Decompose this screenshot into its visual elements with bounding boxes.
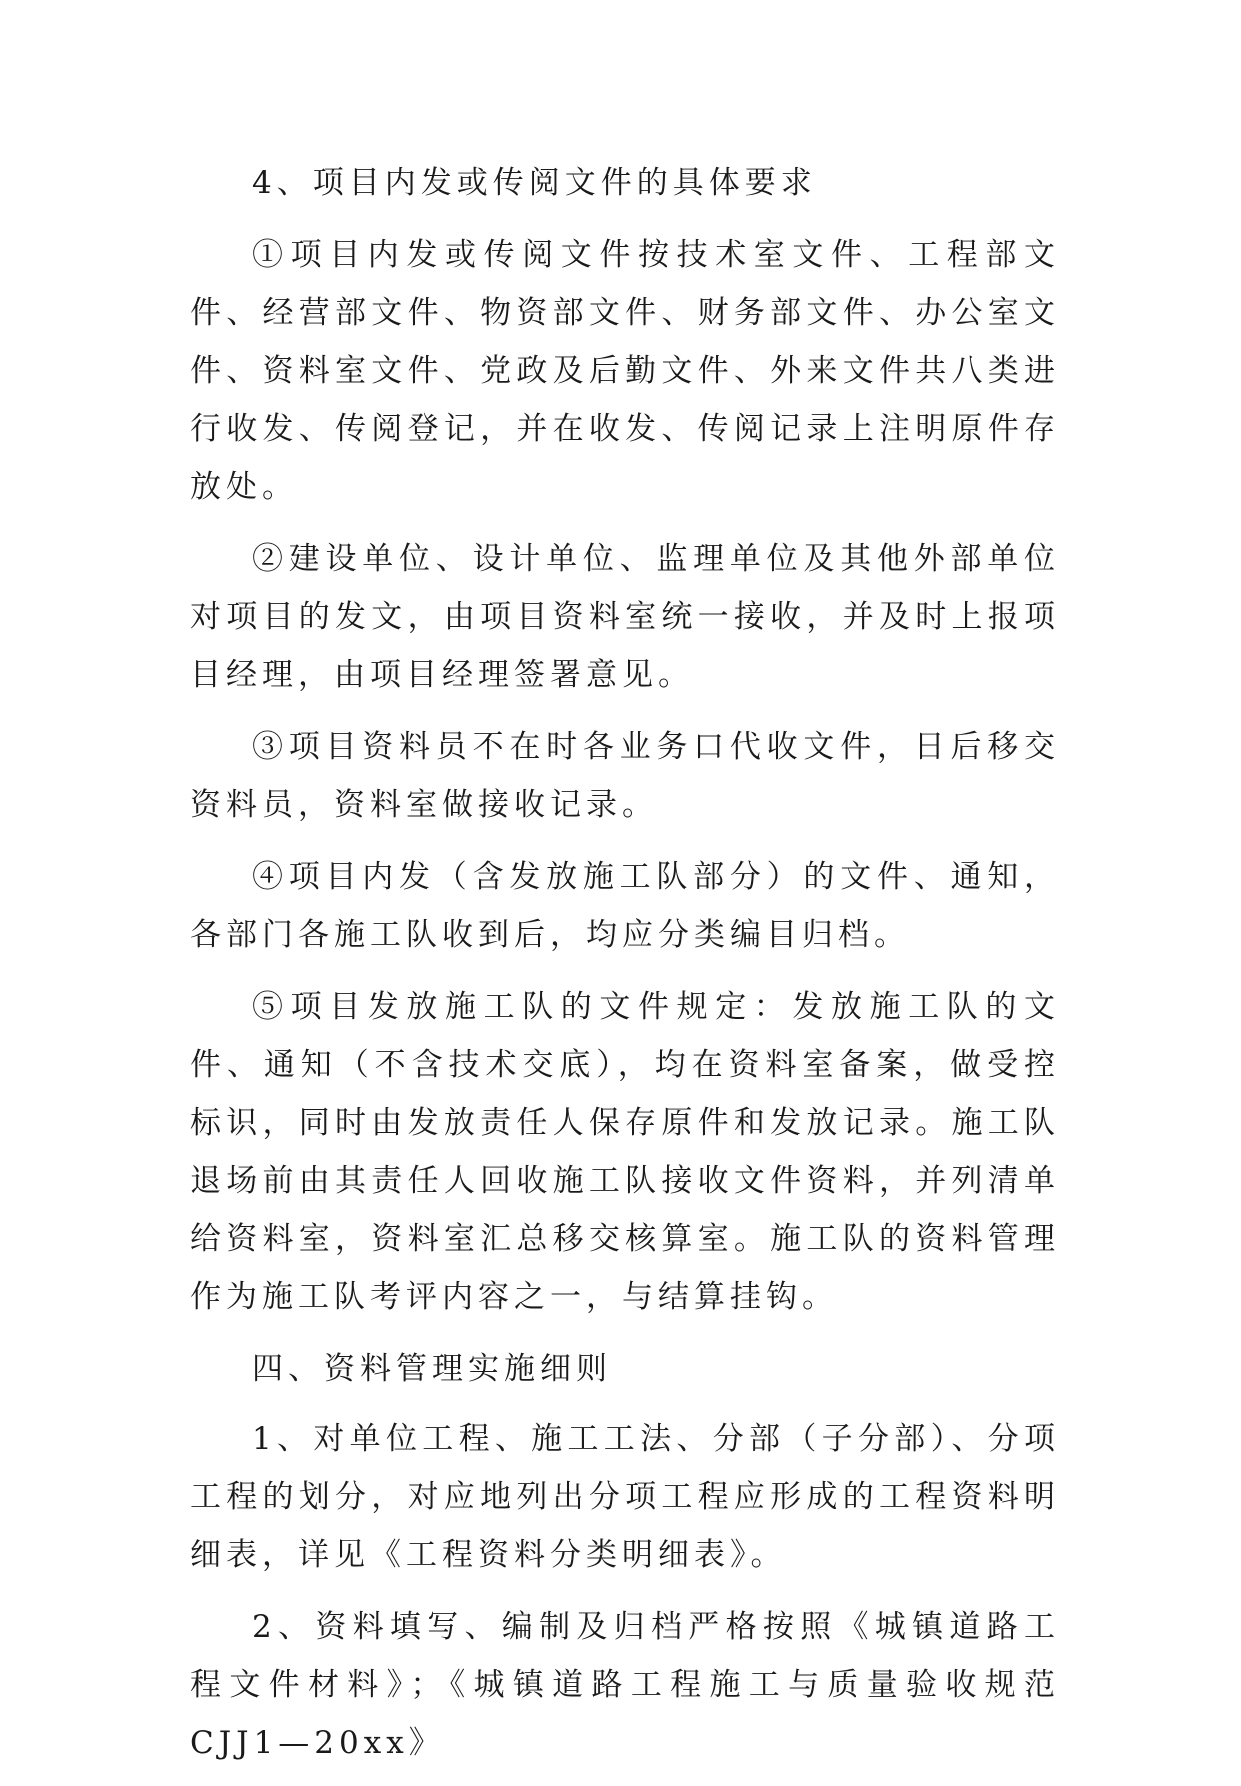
paragraph-detail-1: 1、对单位工程、施工工法、分部（子分部）、分项工程的划分，对应地列出分项工程应形成的工程资料明细表，详见《工程资料分类明细表》。 <box>190 1421 1060 1573</box>
document-body <box>190 154 1060 1786</box>
paragraph-item-2: ②建设单位、设计单位、监理单位及其他外部单位对项目的发文，由项目资料室统一接收，并及时上报项目经理，由项目经理签署意见。 <box>190 541 1060 693</box>
paragraph-detail-2: 2、资料填写、编制及归档严格按照《城镇道路工程文件材料》；《城镇道路工程施工与质量验收规范 CJJ1—20xx》 <box>190 1609 1060 1761</box>
section-heading-4: 四、资料管理实施细则 <box>252 1351 612 1387</box>
section-subheading-4: 4、项目内发或传阅文件的具体要求 <box>252 165 817 201</box>
paragraph-item-1: ①项目内发或传阅文件按技术室文件、工程部文件、经营部文件、物资部文件、财务部文件、办公室文件、资料室文件、党政及后勤文件、外来文件共八类进行收发、传阅登记，并在收发、传阅记录上注明原件存放处。 <box>190 237 1060 505</box>
paragraph-item-5: ⑤项目发放施工队的文件规定：发放施工队的文件、通知（不含技术交底），均在资料室备案，做受控标识，同时由发放责任人保存原件和发放记录。施工队退场前由其责任人回收施工队接收文件资料，并列清单给资料室，资料室汇总移交核算室。施工队的资料管理作为施工队考评内容之一，与结算挂钩。 <box>190 989 1060 1315</box>
paragraph-item-4: ④项目内发（含发放施工队部分）的文件、通知，各部门各施工队收到后，均应分类编目归档。 <box>190 859 1060 953</box>
paragraph-item-3: ③项目资料员不在时各业务口代收文件，日后移交资料员，资料室做接收记录。 <box>190 729 1060 823</box>
